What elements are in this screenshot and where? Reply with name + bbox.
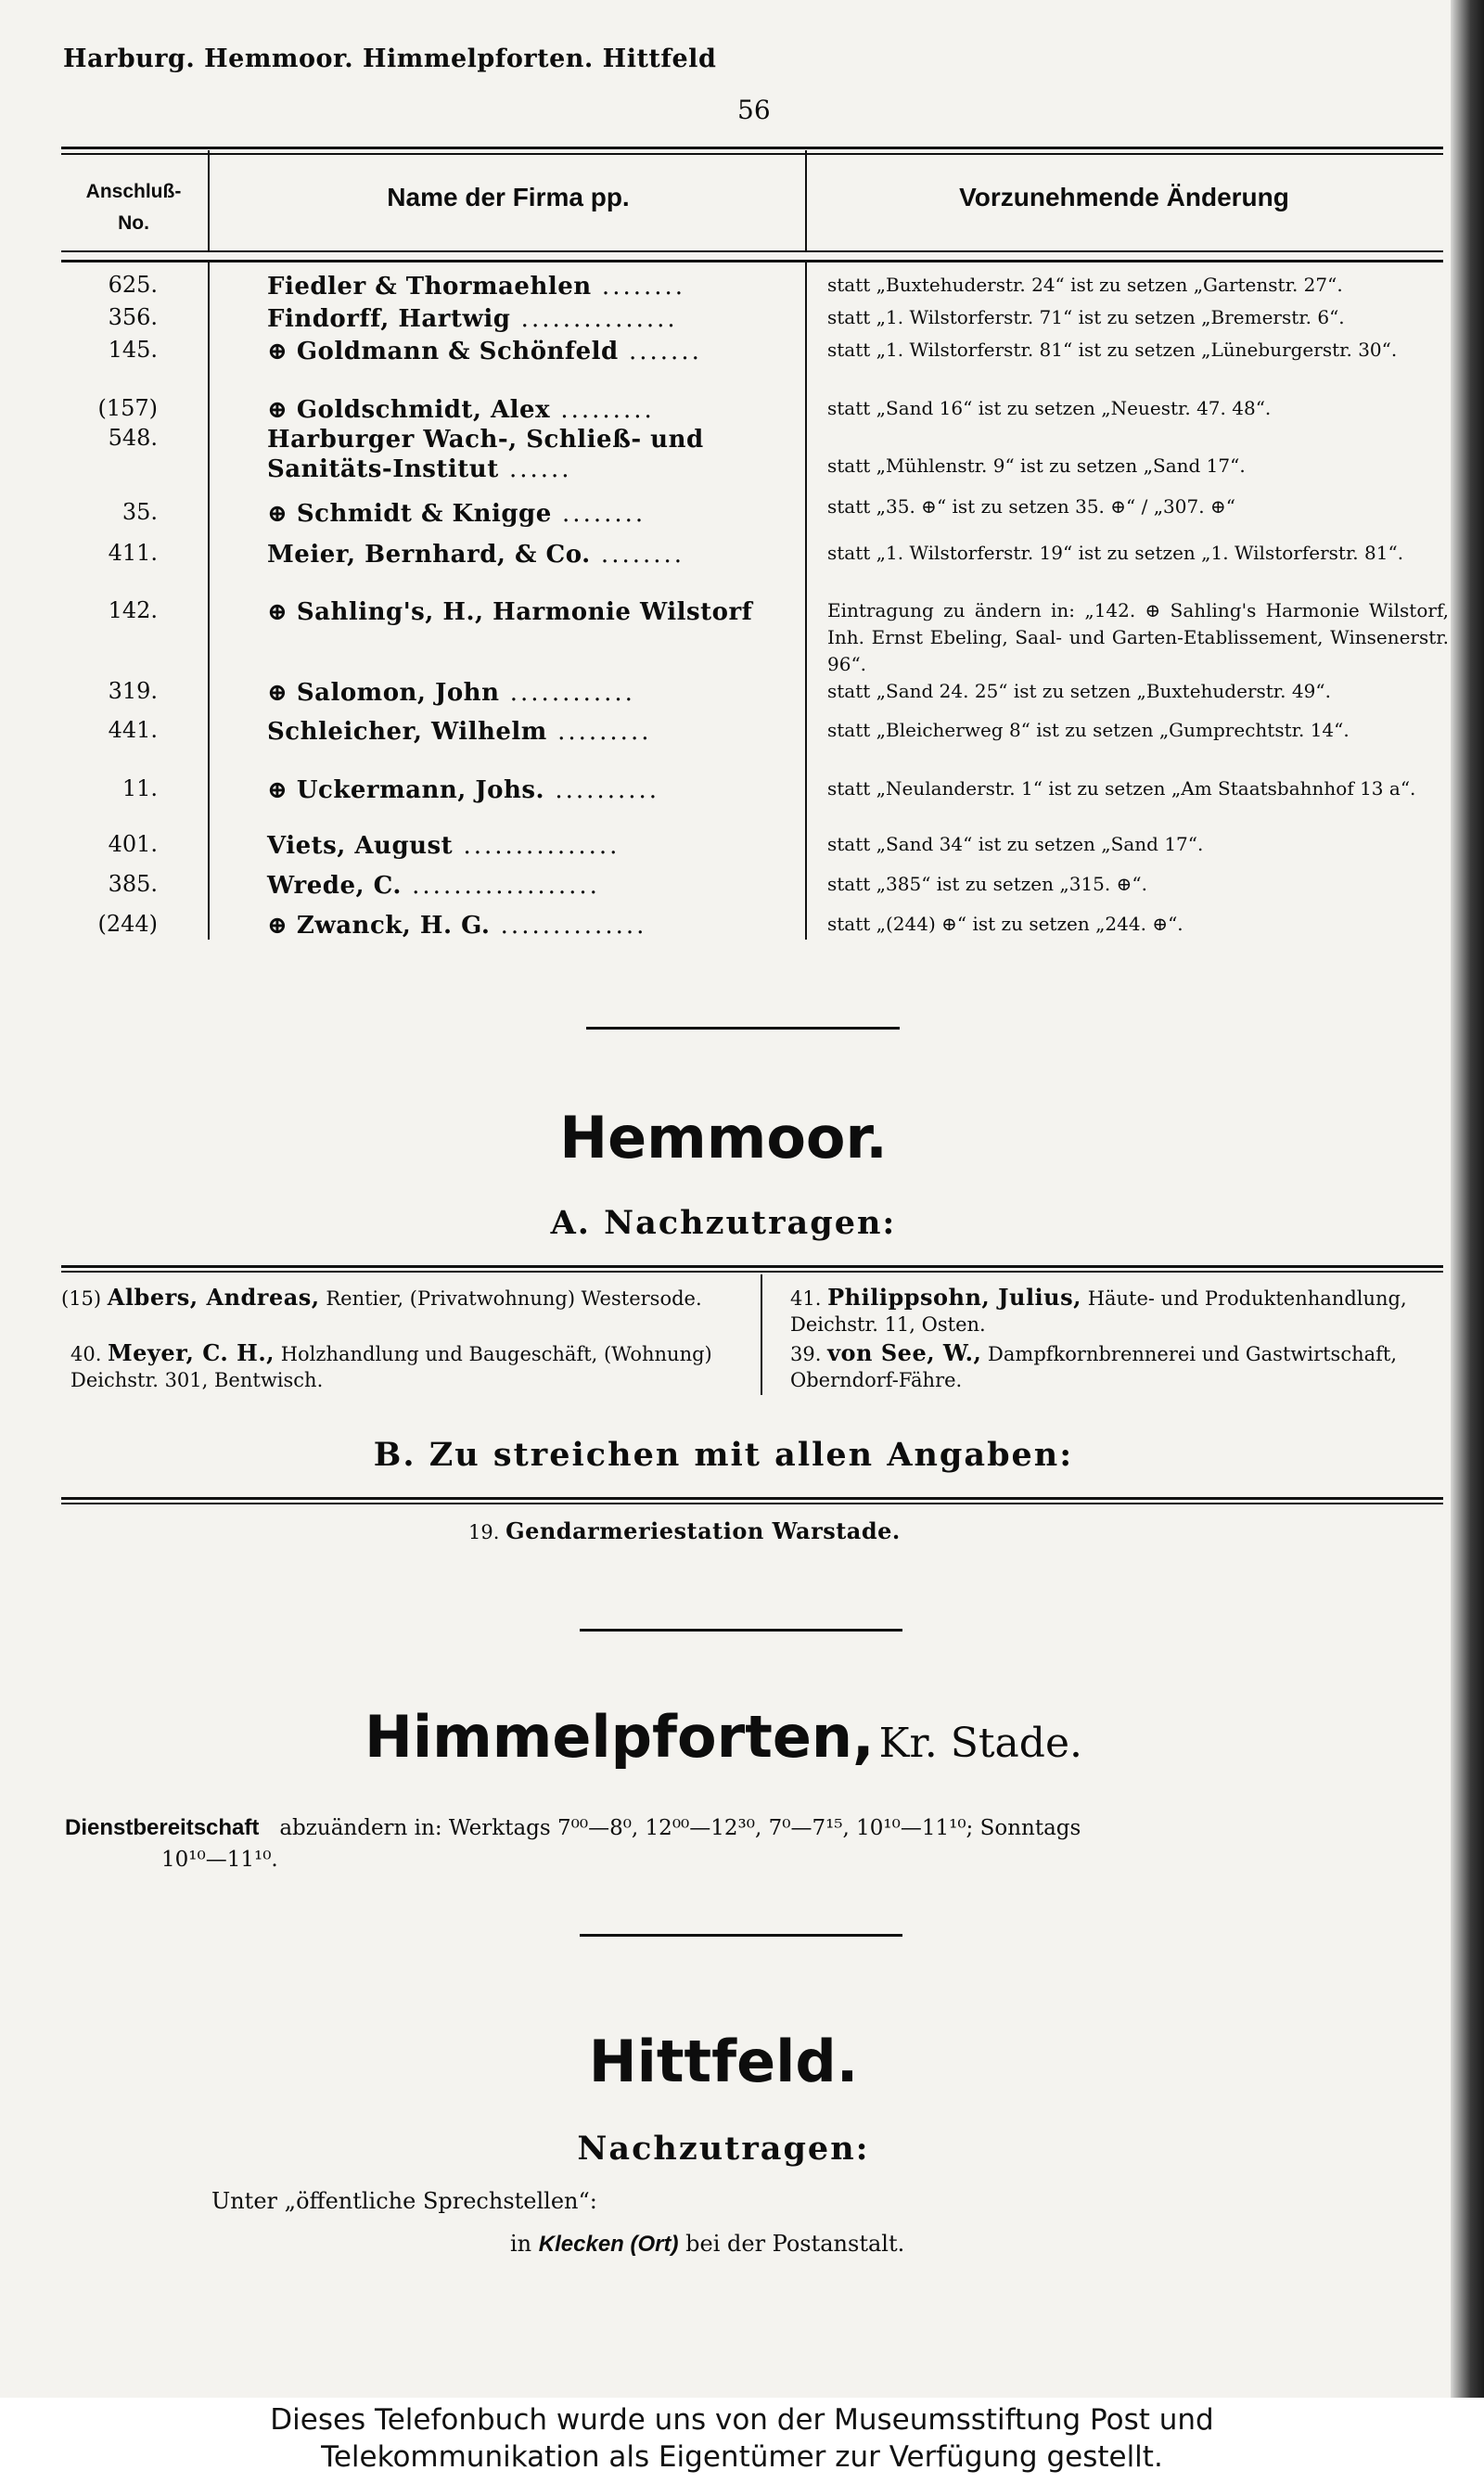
section-divider (580, 1934, 902, 1937)
row-number: 441. (108, 717, 158, 743)
hittfeld-line2 (510, 2228, 904, 2260)
hittfeld-line1: Unter „öffentliche Sprechstellen“: (211, 2188, 597, 2214)
page-number: 56 (737, 95, 771, 125)
himmelpforten-label: Dienstbereitschaft (65, 1815, 260, 1840)
entry-detail: Rentier, (Privatwohnung) Westersode. (326, 1287, 702, 1310)
hemmoor-entry (61, 1285, 752, 1312)
himmelpforten-line1: abzuändern in: Werktags 7⁰⁰—8⁰, 12⁰⁰—12³⁰, 7⁰—7¹⁵, 10¹⁰—11¹⁰; Sonntags (279, 1816, 1081, 1840)
entry-name: Albers, Andreas, (107, 1284, 320, 1311)
header-divider-2 (805, 150, 807, 250)
entry-number: 19. (468, 1521, 500, 1543)
column-divider-1 (208, 262, 210, 940)
footer-line1: Dieses Telefonbuch wurde uns von der Museumsstiftung Post und (270, 2403, 1214, 2437)
row-name: ⊕ Goldschmidt, Alex ......... (267, 396, 655, 424)
row-name-text: ⊕ Uckermann, Johs. (267, 776, 545, 804)
row-name: ⊕ Schmidt & Knigge ........ (267, 500, 646, 528)
row-name-text: Meier, Bernhard, & Co. (267, 541, 591, 569)
entry-name: Gendarmeriestation Warstade. (505, 1517, 901, 1544)
hittfeld-subtitle: Nachzutragen: (577, 2130, 870, 2168)
section-divider (586, 1027, 900, 1030)
himmelpforten-region: Kr. Stade. (878, 1720, 1082, 1767)
row-name: Schleicher, Wilhelm ......... (267, 718, 652, 746)
hittfeld-line2-post: bei der Postanstalt. (685, 2231, 905, 2257)
hemmoor-rule-bottom-thin (61, 1503, 1443, 1504)
row-change: statt „Sand 16“ ist zu setzen „Neuestr. 47. 48“. (827, 397, 1272, 419)
row-number: 385. (108, 871, 158, 897)
row-change: statt „1. Wilstorferstr. 19“ ist zu setzen „1. Wilstorferstr. 81“. (827, 542, 1404, 564)
entry-number: 41. (790, 1287, 822, 1310)
hemmoor-section-b: B. Zu streichen mit allen Angaben: (373, 1436, 1074, 1474)
hemmoor-entry (790, 1285, 1447, 1337)
row-name-text: Fiedler & Thormaehlen (267, 273, 592, 301)
hemmoor-entry (70, 1340, 752, 1393)
row-name-text: Findorff, Hartwig (267, 305, 511, 333)
row-name: Harburger Wach-, Schließ- und Sanitäts-Institut ...... (267, 426, 704, 483)
row-name: Fiedler & Thormaehlen ........ (267, 273, 686, 301)
page-edge-shadow (1451, 0, 1484, 2398)
row-number: 35. (122, 499, 158, 525)
entry-number: (15) (61, 1287, 102, 1310)
hemmoor-section-a: A. Nachzutragen: (550, 1204, 897, 1242)
row-name-text: ⊕ Salomon, John (267, 679, 500, 707)
row-name: Findorff, Hartwig ............... (267, 305, 678, 333)
row-number: 411. (108, 540, 158, 566)
himmelpforten-text (65, 1812, 1447, 1875)
table-header-rule-thick (61, 260, 1443, 262)
entry-detail: Dampfkornbrennerei und Gastwirtschaft, Oberndorf-Fähre. (790, 1343, 1398, 1391)
row-name: Wrede, C. .................. (267, 872, 600, 900)
row-change: statt „Neulanderstr. 1“ ist zu setzen „Am Staatsbahnhof 13 a“. (827, 777, 1416, 800)
table-header-rule (61, 250, 1443, 252)
row-name-text: ⊕ Zwanck, H. G. (267, 912, 491, 940)
entry-name: von See, W., (827, 1339, 982, 1366)
row-name: ⊕ Uckermann, Johs. .......... (267, 776, 660, 804)
row-number: 356. (108, 304, 158, 330)
row-name-text: Wrede, C. (267, 872, 402, 900)
column-header-no-line1: Anschluß- (85, 181, 182, 202)
column-header-no-line2: No. (118, 212, 149, 234)
table-top-rule (61, 147, 1443, 149)
row-number: 548. (108, 425, 158, 451)
row-change: statt „Buxtehuderstr. 24“ ist zu setzen „Gartenstr. 27“. (827, 274, 1343, 296)
entry-name: Meyer, C. H., (108, 1339, 275, 1366)
section-divider (580, 1629, 902, 1632)
row-name: ⊕ Sahling's, H., Harmonie Wilstorf (267, 598, 753, 626)
row-number: 401. (108, 831, 158, 857)
row-name-text: Harburger Wach-, Schließ- und Sanitäts-Institut (267, 426, 704, 483)
row-change: statt „385“ ist zu setzen „315. ⊕“. (827, 873, 1147, 895)
row-change: statt „Sand 24. 25“ ist zu setzen „Buxtehuderstr. 49“. (827, 680, 1331, 702)
row-change: statt „Sand 34“ ist zu setzen „Sand 17“. (827, 833, 1204, 855)
himmelpforten-heading (0, 1703, 1447, 1771)
running-head: Harburg. Hemmoor. Himmelpforten. Hittfeld (63, 45, 717, 73)
table-top-rule-thin (61, 153, 1443, 155)
hemmoor-title: Hemmoor. (559, 1104, 888, 1171)
hemmoor-rule-top (61, 1265, 1443, 1268)
footer-credit (0, 2398, 1484, 2483)
hemmoor-entry (790, 1340, 1447, 1393)
hittfeld-title: Hittfeld. (588, 2028, 859, 2095)
hemmoor-column-divider (761, 1274, 762, 1395)
row-change: statt „35. ⊕“ ist zu setzen 35. ⊕“ / „307. ⊕“ (827, 495, 1235, 518)
row-number: 145. (108, 337, 158, 363)
column-header-name: Name der Firma pp. (387, 183, 630, 211)
row-name: Viets, August ............... (267, 832, 620, 860)
row-name: ⊕ Goldmann & Schönfeld ....... (267, 338, 702, 365)
entry-name: Philippsohn, Julius, (827, 1284, 1081, 1311)
row-change: statt „Mühlenstr. 9“ ist zu setzen „Sand 17“. (827, 454, 1246, 477)
hittfeld-place: Klecken (Ort) (538, 2232, 679, 2257)
hemmoor-rule-top-thin (61, 1271, 1443, 1273)
row-name: ⊕ Salomon, John ............ (267, 679, 635, 707)
entry-number: 40. (70, 1343, 102, 1365)
row-name-text: ⊕ Goldschmidt, Alex (267, 396, 551, 424)
row-change: statt „1. Wilstorferstr. 71“ ist zu setzen „Bremerstr. 6“. (827, 306, 1345, 328)
column-header-change: Vorzunehmende Änderung (959, 183, 1289, 211)
hittfeld-line2-pre: in (510, 2231, 532, 2257)
row-name: ⊕ Zwanck, H. G. .............. (267, 912, 647, 940)
hemmoor-rule-bottom (61, 1497, 1443, 1500)
entry-detail: Holzhandlung und Baugeschäft, (Wohnung) Deichstr. 301, Bentwisch. (70, 1343, 712, 1391)
entry-number: 39. (790, 1343, 822, 1365)
header-divider-1 (208, 150, 210, 250)
hemmoor-strike-entry (468, 1518, 1303, 1545)
column-header-no (63, 176, 204, 239)
row-name-text: Viets, August (267, 832, 454, 860)
row-change: statt „1. Wilstorferstr. 81“ ist zu setzen „Lüneburgerstr. 30“. (827, 339, 1398, 361)
footer-line2: Telekommunikation als Eigentümer zur Verfügung gestellt. (321, 2440, 1163, 2474)
row-number: 319. (108, 678, 158, 704)
row-number: 625. (108, 272, 158, 298)
row-name: Meier, Bernhard, & Co. ........ (267, 541, 685, 569)
himmelpforten-line2: 10¹⁰—11¹⁰. (161, 1848, 278, 1872)
row-change: statt „Bleicherweg 8“ ist zu setzen „Gumprechtstr. 14“. (827, 719, 1350, 741)
row-name-text: ⊕ Schmidt & Knigge (267, 500, 552, 528)
row-name-text: ⊕ Goldmann & Schönfeld (267, 338, 619, 365)
row-number: (244) (97, 911, 158, 937)
himmelpforten-title: Himmelpforten, (365, 1703, 875, 1771)
row-number: 142. (108, 597, 158, 623)
row-change: statt „(244) ⊕“ ist zu setzen „244. ⊕“. (827, 913, 1183, 935)
entry-detail: Häute- und Produktenhandlung, Deichstr. 11, Osten. (790, 1287, 1407, 1336)
row-name-text: Schleicher, Wilhelm (267, 718, 547, 746)
row-change: Eintragung zu ändern in: „142. ⊕ Sahling's Harmonie Wilstorf, Inh. Ernst Ebeling, Saal- und Garten-Etablissement, Winsenerstr. 96“. (827, 599, 1449, 675)
row-number: (157) (97, 395, 158, 421)
row-number: 11. (122, 775, 158, 801)
